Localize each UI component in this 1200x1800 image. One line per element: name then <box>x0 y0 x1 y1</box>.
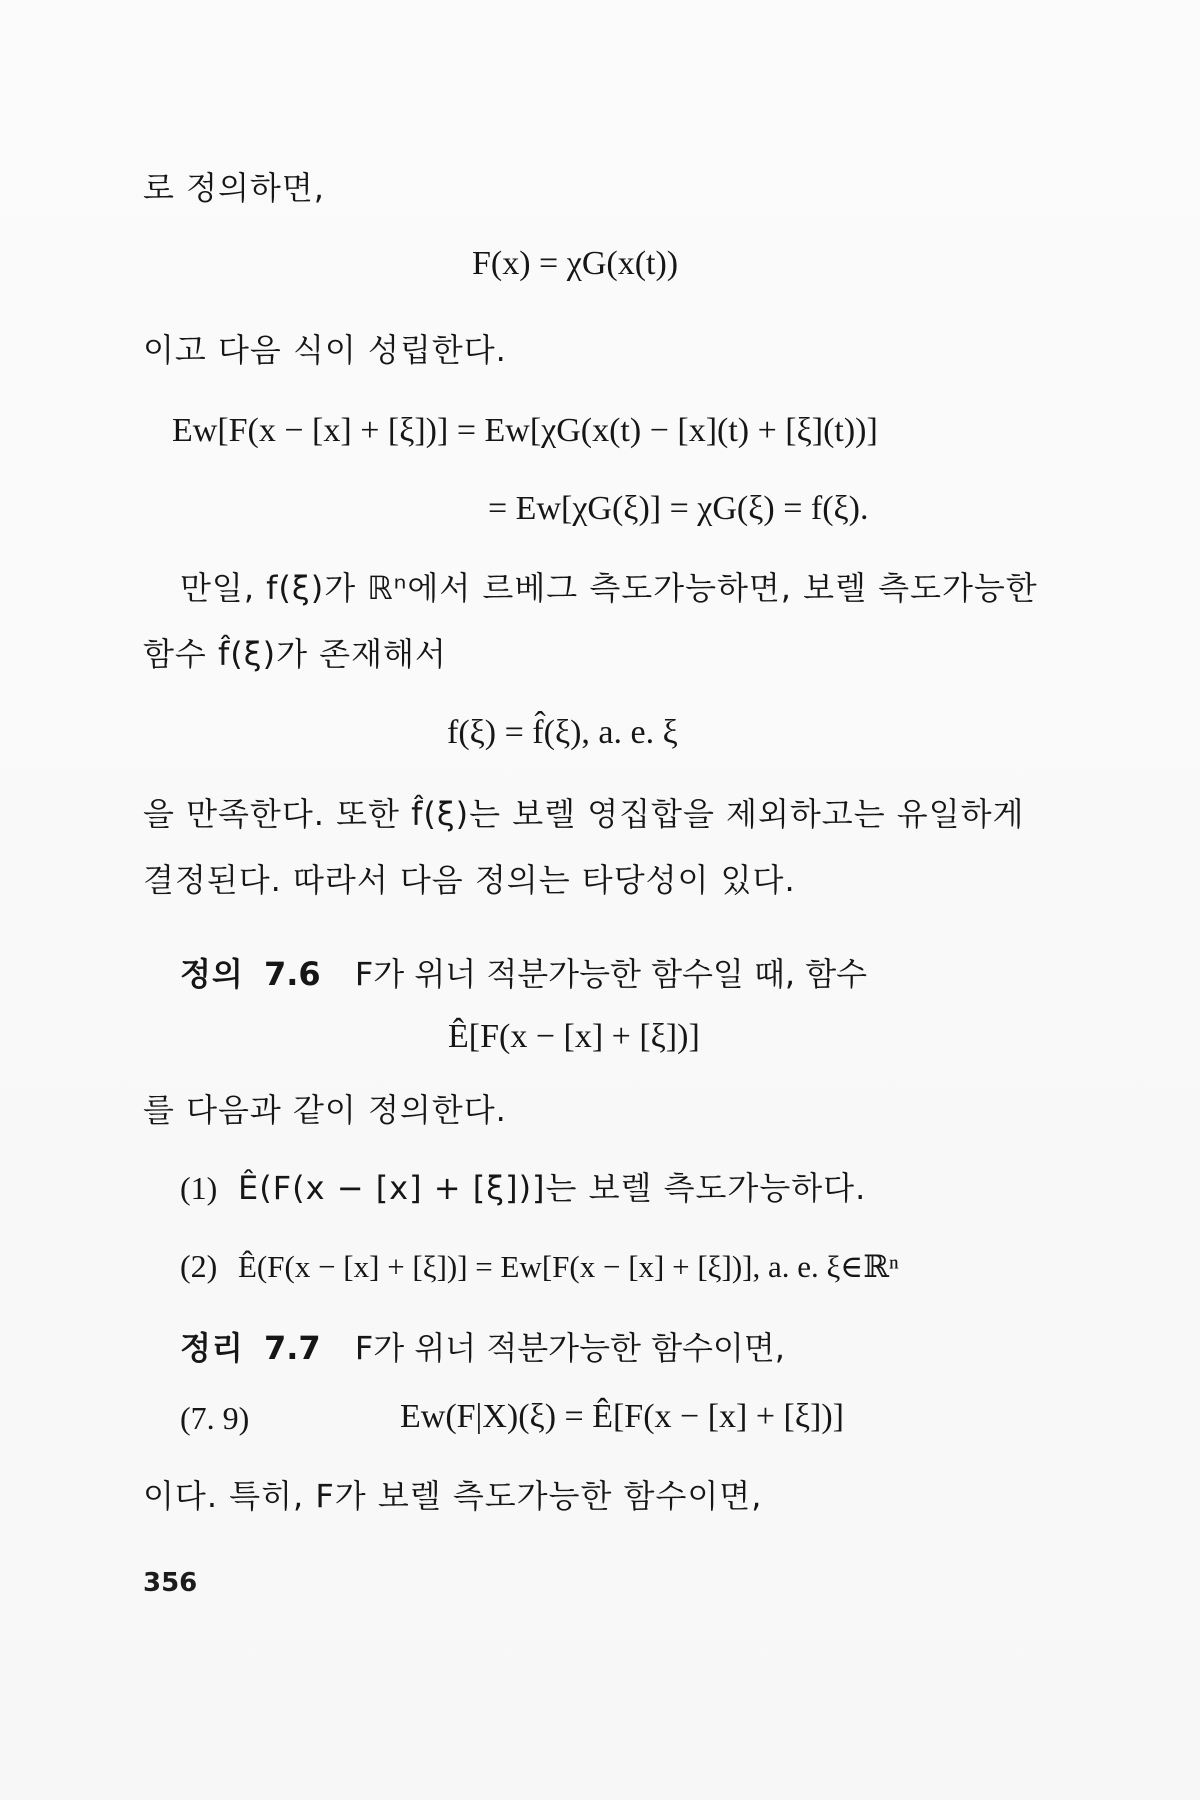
paragraph-line: 함수 f̂(ξ)가 존재해서 <box>143 635 447 673</box>
text-line: 로 정의하면, <box>143 169 325 207</box>
theorem-text: F가 위너 적분가능한 함수이면, <box>354 1329 785 1367</box>
definition-label: 정의 <box>180 955 244 993</box>
list-marker: (2) <box>180 1248 218 1284</box>
text-line: 를 다음과 같이 정의한다. <box>143 1091 507 1129</box>
list-item-text: Ê(F(x − [x] + [ξ])] = Ew[F(x − [x] + [ξ])], a. e. ξ∈ℝⁿ <box>238 1249 899 1284</box>
equation: f(ξ) = f̂(ξ), a. e. ξ <box>447 714 678 751</box>
theorem-label: 정리 <box>180 1329 244 1367</box>
paragraph-line: 을 만족한다. 또한 f̂(ξ)는 보렐 영집합을 제외하고는 유일하게 <box>143 795 1025 833</box>
equation: Ew(F|X)(ξ) = Ê[F(x − [x] + [ξ])] <box>400 1398 844 1435</box>
equation: = Ew[χG(ξ)] = χG(ξ) = f(ξ). <box>488 490 869 527</box>
equation: F(x) = χG(x(t)) <box>472 245 679 282</box>
equation-number: (7. 9) <box>180 1400 250 1436</box>
list-item <box>180 1246 899 1287</box>
definition-text: F가 위너 적분가능한 함수일 때, 함수 <box>354 955 868 993</box>
page-number: 356 <box>143 1568 198 1598</box>
text-line: 이고 다음 식이 성립한다. <box>143 331 507 369</box>
paragraph-line: 만일, f(ξ)가 ℝⁿ에서 르베그 측도가능하면, 보렐 측도가능한 <box>180 569 1038 607</box>
list-item <box>180 1168 866 1208</box>
definition-number: 7.6 <box>264 955 321 993</box>
equation: Ew[F(x − [x] + [ξ])] = Ew[χG(x(t) − [x](t) + [ξ](t))] <box>172 412 878 449</box>
list-marker: (1) <box>180 1170 218 1206</box>
paragraph-line: 결정된다. 따라서 다음 정의는 타당성이 있다. <box>143 861 796 899</box>
list-item-text: Ê(F(x − [x] + [ξ])]는 보렐 측도가능하다. <box>238 1169 867 1207</box>
theorem-heading <box>180 1328 785 1368</box>
definition-heading <box>180 954 867 994</box>
theorem-number: 7.7 <box>264 1329 321 1367</box>
text-line: 이다. 특히, F가 보렐 측도가능한 함수이면, <box>143 1477 763 1515</box>
equation: Ê[F(x − [x] + [ξ])] <box>448 1018 700 1055</box>
